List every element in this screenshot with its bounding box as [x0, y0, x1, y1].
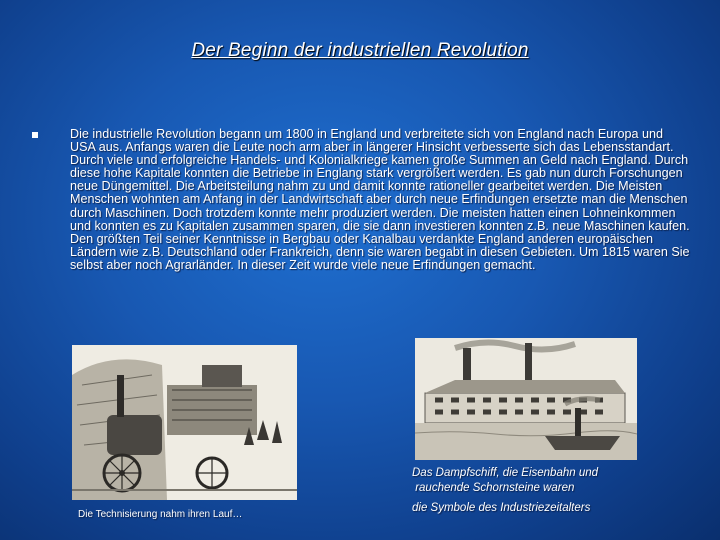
- steamship-factory-illustration: [415, 338, 637, 460]
- body-text: Die industrielle Revolution begann um 1800 in England und verbreitete sich von England nach Europa und USA aus. Anfangs waren die Leute noch arm aber in längerer Hinsicht verbesserte sich das Lebensstandart. Durch viele und erfolgreiche Handels- und Kolonialkriege kamen große Summen an Geld nach England. Durch diese hohe Kapitale konnten die Betriebe in Englang stark vergrößert werden. Es gab nun durch Forschungen neue Düngemittel. Die Arbeitsteilung nahm zu und damit konnte rationeller gearbeitet werden. Die Meisten Menschen wohnten am Anfang in der Landwirtschaft aber durch neue Erfindungen ersetzte man die Menschen durch Maschinen. Doch trotzdem konnte mehr produziert werden. Die meisten hatten einen Lohneinkommen und konnten es zu Kapitalen zusammen sparen, die sie dann investieren konnten z.B. neue Maschinen kaufen. Den größten Teil seiner Kenntnisse in Bergbau oder Kanalbau verdankte England anderen europäischen Ländern wie z.B. Deutschland oder Frankreich, denn sie waren begabt in diesen Gebieten. Um 1815 waren Sie selbst aber noch Agrarländer. In dieser Zeit wurde viele neue Erfindungen gemacht.: [70, 127, 690, 272]
- threshing-machine-engraving: [72, 345, 297, 500]
- caption-technology: Die Technisierung nahm ihren Lauf…: [78, 509, 243, 520]
- caption-steamship: [412, 466, 598, 496]
- square-bullet-icon: [32, 132, 38, 138]
- steamship-factory-engraving: [415, 338, 637, 460]
- caption-steamship-line1: Das Dampfschiff, die Eisenbahn und: [412, 467, 599, 479]
- slide-title: Der Beginn der industriellen Revolution: [191, 40, 529, 61]
- threshing-machine-illustration: [72, 345, 297, 500]
- caption-industrial-symbols: die Symbole des Industriezeitalters: [412, 502, 591, 514]
- caption-steamship-line2: rauchende Schornsteine waren: [412, 482, 575, 494]
